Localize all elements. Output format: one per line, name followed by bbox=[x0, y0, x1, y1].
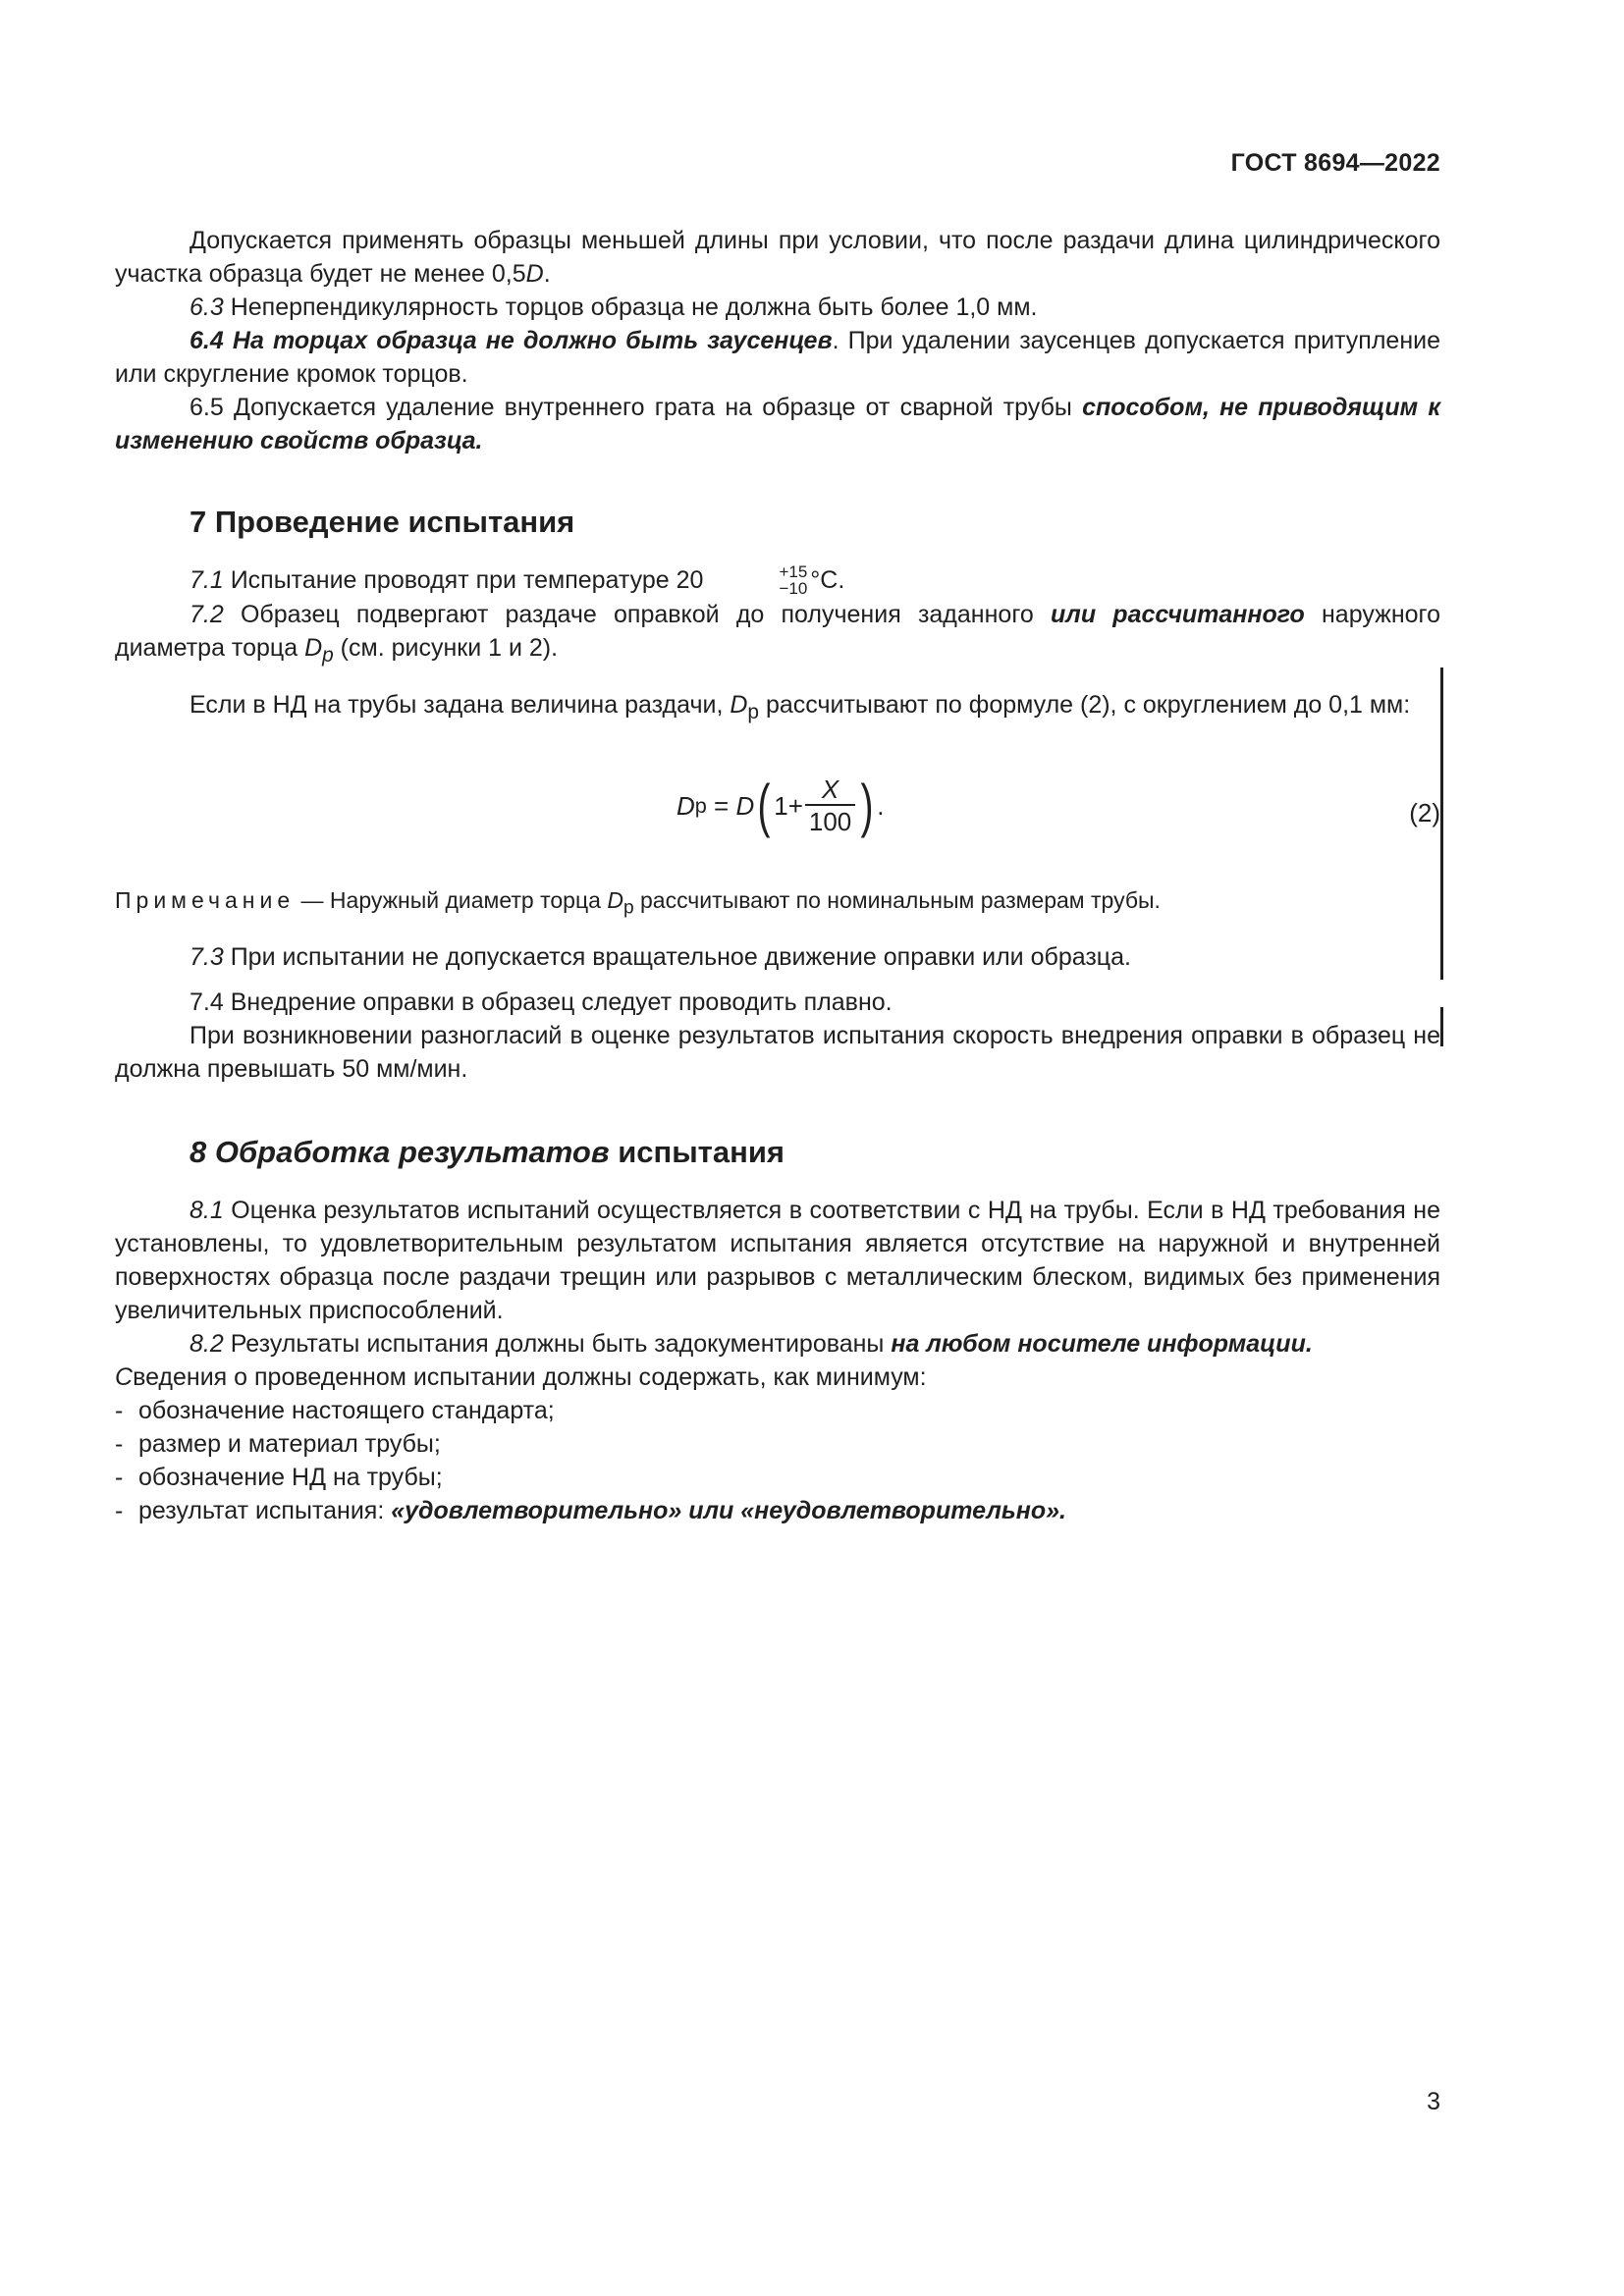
paragraph-7-3: 7.3 При испытании не допускается вращательное движение оправки или образца. bbox=[189, 942, 1131, 971]
temperature-tolerance: +15 −10 bbox=[779, 562, 808, 599]
formula-number: (2) bbox=[1409, 798, 1440, 828]
formula-expression: D р = D ( 1+ $\frac{X}{100}$ ) . bbox=[677, 773, 885, 839]
page-content bbox=[115, 224, 1440, 1527]
section-7-heading: 7 Проведение испытания bbox=[189, 505, 575, 539]
list-item: - результат испытания: «удовлетворительно» или «неудовлетворительно». bbox=[115, 1494, 1440, 1527]
list-item: - обозначение настоящего стандарта; bbox=[115, 1394, 1440, 1427]
dash-marker: - bbox=[115, 1463, 124, 1491]
paragraph-6-2-continuation: Допускается применять образцы меньшей длины при условии, что после раздачи длина цилиндрического участка образца будет не менее 0,5D. bbox=[115, 227, 1440, 288]
paragraph-calculation: Если в НД на трубы задана величина раздачи, $D_р$ рассчитывают по формуле (2), с округлением до 0,1 мм: bbox=[189, 691, 1411, 724]
paragraph-8-1: 8.1 Оценка результатов испытаний осуществляется в соответствии с НД на трубы. Если в НД требования не установлены, то удовлетворительным результатом испытания является отсутствие на наружной и внутренней поверхностях образца после раздачи трещин или разрывов с металлическим блеском, видимых без применения увеличительных приспособлений. bbox=[115, 1196, 1440, 1324]
left-parenthesis: ( bbox=[757, 773, 771, 839]
paragraph-7-1: 7.1 Испытание проводят при температуре 20 +15 −10 °С. bbox=[189, 562, 845, 599]
paragraph-8-2-continuation: Сведения о проведенном испытании должны содержать, как минимум: bbox=[115, 1362, 927, 1391]
paragraph-7-4-continuation: При возникновении разногласий в оценке результатов испытания скорость внедрения оправки в образец не должна превышать 50 мм/мин. bbox=[115, 1021, 1440, 1083]
list-item: - размер и материал трубы; bbox=[115, 1427, 1440, 1461]
change-bar bbox=[1440, 667, 1443, 980]
fraction: $\frac{X}{100}$ bbox=[805, 774, 855, 837]
paragraph-8-2: 8.2 Результаты испытания должны быть задокументированы на любом носителе информации. bbox=[189, 1329, 1313, 1358]
paragraph-6-5: 6.5 Допускается удаление внутреннего грата на образце от сварной трубы способом, не приводящим к изменению свойств образца. bbox=[115, 394, 1440, 454]
right-parenthesis: ) bbox=[860, 773, 874, 839]
note: Примечание — Наружный диаметр торца $D_р$ рассчитывают по номинальным размерам трубы. bbox=[115, 887, 1161, 919]
document-code: ГОСТ 8694—2022 bbox=[1230, 149, 1440, 177]
section-8-heading: 8 Обработка результатов испытания bbox=[189, 1134, 785, 1169]
dash-marker: - bbox=[115, 1396, 124, 1424]
change-bar bbox=[1440, 1007, 1443, 1046]
paragraph-7-2: 7.2 Образец подвергают раздаче оправкой до получения заданного или рассчитанного наружного диаметра торца $D_p$ (см. рисунки 1 и 2). bbox=[115, 601, 1441, 667]
paragraph-6-4: 6.4 На торцах образца не должно быть заусенцев. При удалении заусенцев допускается притупление или скругление кромок торцов. bbox=[115, 327, 1441, 388]
paragraph-7-4: 7.4 Внедрение оправки в образец следует проводить плавно. bbox=[189, 988, 893, 1016]
page-number: 3 bbox=[1427, 2088, 1440, 2115]
paragraph-6-3: 6.3 Неперпендикулярность торцов образца не должна быть более 1,0 мм. bbox=[189, 294, 1038, 321]
list-item: - обозначение НД на трубы; bbox=[115, 1461, 1440, 1494]
formula-2 bbox=[115, 767, 1440, 861]
dash-marker: - bbox=[115, 1496, 124, 1524]
dash-marker: - bbox=[115, 1429, 124, 1458]
